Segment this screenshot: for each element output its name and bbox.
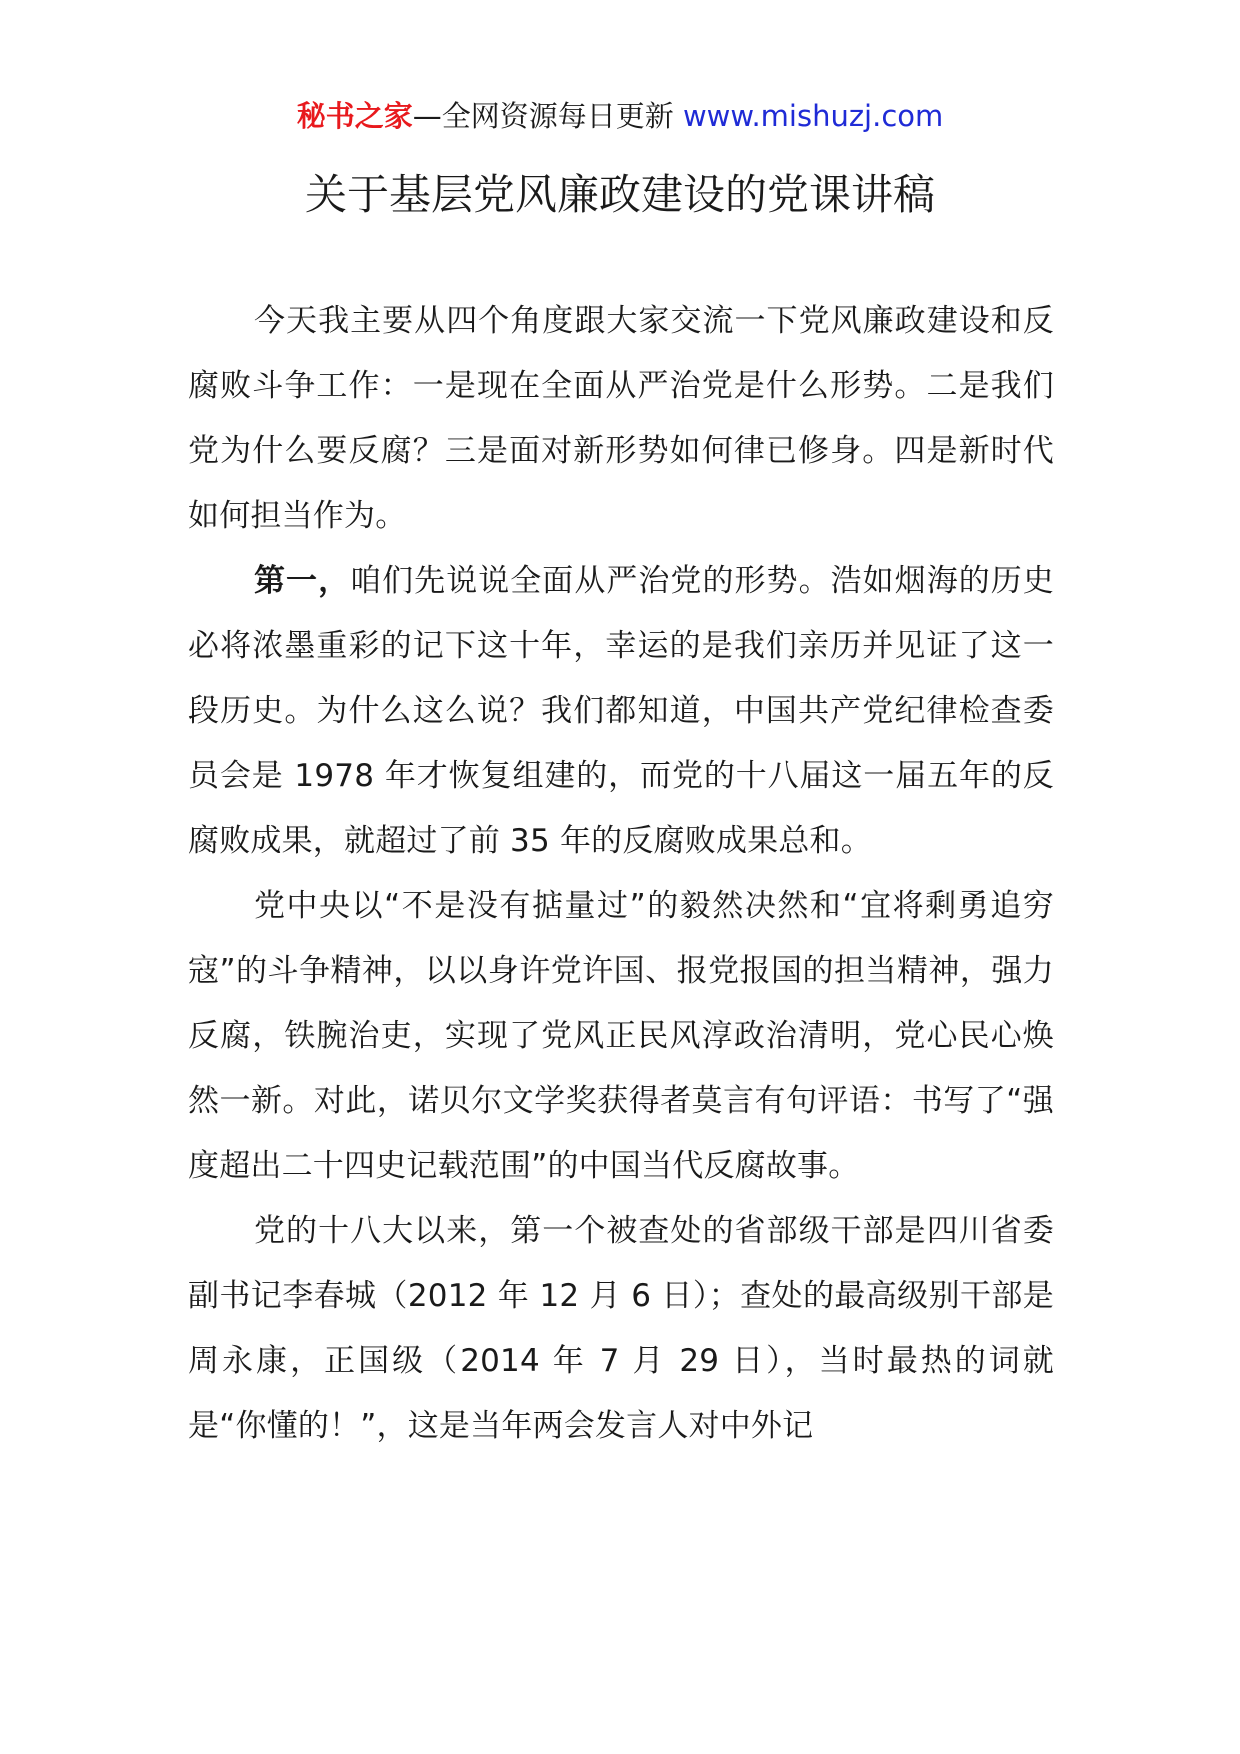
site-header: [0, 96, 1240, 136]
paragraph-text: 今天我主要从四个角度跟大家交流一下党风廉政建设和反腐败斗争工作：一是现在全面从严治党是什么形势。二是我们党为什么要反腐？三是面对新形势如何律已修身。四是新时代如何担当作为。: [188, 303, 1054, 534]
site-brand: 秘书之家: [296, 99, 413, 133]
paragraph-intro: [188, 289, 1054, 549]
paragraph-text: 党中央以“不是没有掂量过”的毅然决然和“宜将剩勇追穷寇”的斗争精神，以以身许党许国、报党报国的担当精神，强力反腐，铁腕治吏，实现了党风正民风淳政治清明，党心民心焕然一新。对此，诺贝尔文学奖获得者莫言有句评语：书写了“强度超出二十四史记载范围”的中国当代反腐故事。: [188, 888, 1054, 1184]
paragraph-central-committee: [188, 874, 1054, 1199]
document-title: 关于基层党风廉政建设的党课讲稿: [304, 170, 935, 219]
paragraph-lead: 第一，: [254, 563, 351, 599]
site-url-link[interactable]: www.mishuzj.com: [682, 99, 944, 133]
document-body: [188, 289, 1054, 1459]
paragraph-first-point: [188, 549, 1054, 874]
paragraph-text: 党的十八大以来，第一个被查处的省部级干部是四川省委副书记李春城（2012 年 12 月 6 日）；查处的最高级别干部是周永康，正国级（2014 年 7 月 29 日），当时最热的词就是“你懂的！”，这是当年两会发言人对中外记: [188, 1213, 1054, 1444]
paragraph-text: 咱们先说说全面从严治党的形势。浩如烟海的历史必将浓墨重彩的记下这十年，幸运的是我们亲历并见证了这一段历史。为什么这么说？我们都知道，中国共产党纪律检查委员会是 1978 年才恢复组建的，而党的十八届这一届五年的反腐败成果，就超过了前 35 年的反腐败成果总和。: [188, 563, 1054, 859]
site-tagline: —全网资源每日更新: [412, 99, 674, 133]
paragraph-since-18th-congress: [188, 1199, 1054, 1459]
